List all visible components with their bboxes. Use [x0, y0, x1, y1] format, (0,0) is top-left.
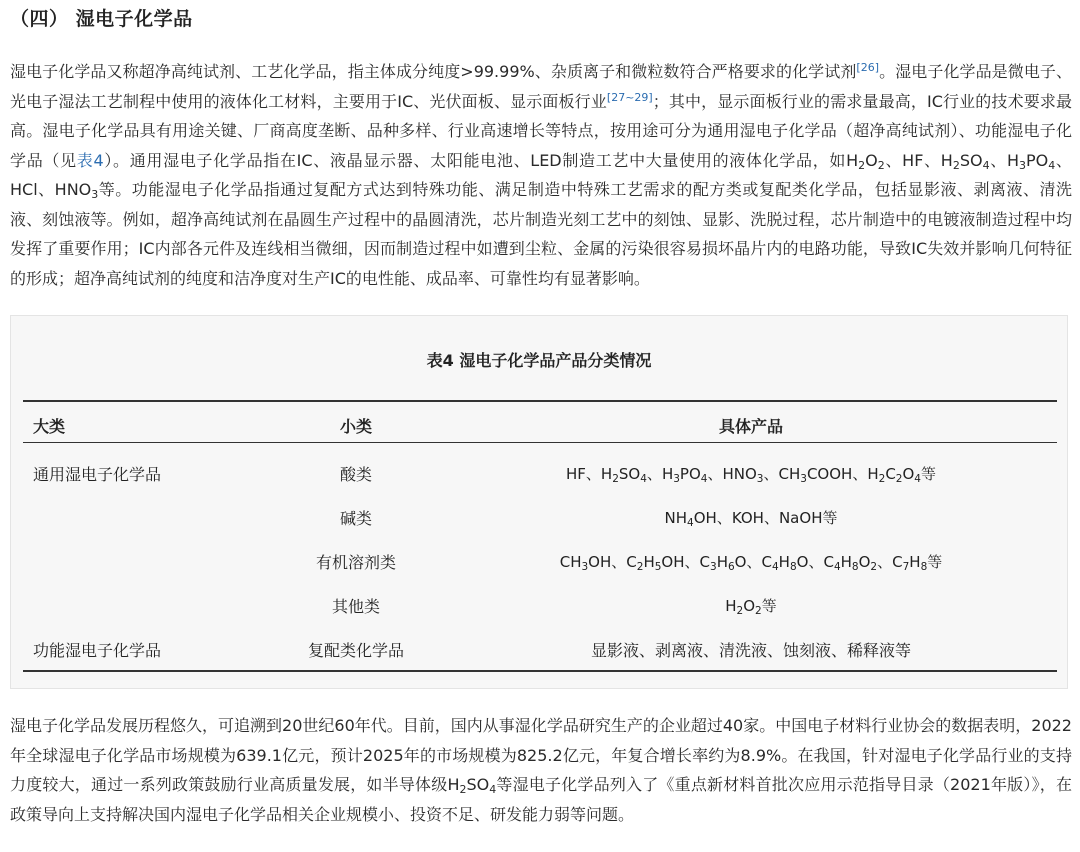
row1-minor: 酸类: [339, 465, 372, 484]
intro-paragraph: 湿电子化学品又称超净高纯试剂、工艺化学品，指主体成分纯度>99.99%、杂质离子和微粒数符合严格要求的化学试剂[26]。湿电子化学品是微电子、光电子湿法工艺制程中使用的液体化工材料，主要用于IC、光伏面板、显示面板行业[27~29]；其中，显示面板行业的需求量最高，IC行业的技术要求最高。湿电子化学品具有用途关键、厂商高度垄断、品种多样、行业高速增长等特点，按用途可分为通用湿电子化学品（超净高纯试剂）、功能湿电子化学品（见表4）。通用湿电子化学品指在IC、液晶显示器、太阳能电池、LED制造工艺中大量使用的液体化学品，如$H_2O_2$、HF、$H_2SO_4$、$H_3PO_4$、HCl、$HNO_3$等。功能湿电子化学品指通过复配方式达到特殊功能、满足制造中特殊工艺需求的配方类或复配类化学品，包括显影液、剥离液、清洗液、刻蚀液等。例如，超净高纯试剂在晶圆生产过程中的晶圆清洗，芯片制造光刻工艺中的刻蚀、显影、洗脱过程，芯片制造中的电镀液制造过程中均发挥了重要作用；IC内部各元件及连线相当微细，因而制造过程中如遭到尘粒、金属的污染很容易损坏晶片内的电路功能，导致IC失效并影响几何特征的形成；超净高纯试剂的纯度和洁净度对生产IC的电性能、成品率、可靠性均有显著影响。: [10, 61, 1072, 288]
formula-h2so4: $H_2SO_4$: [447, 775, 497, 796]
row1-major: 通用湿电子化学品: [33, 465, 162, 484]
row2-products: $NH_4OH$、KOH、NaOH等: [664, 509, 838, 529]
table-4-link[interactable]: 表4: [76, 150, 104, 170]
row4-products: $H_2O_2$等: [725, 597, 777, 617]
row5-major: 功能湿电子化学品: [33, 641, 162, 660]
row5-minor: 复配类化学品: [307, 641, 404, 660]
row5-products: 显影液、剥离液、清洗液、蚀刻液、稀释液等: [590, 641, 911, 660]
header-products: 具体产品: [718, 417, 783, 436]
table-header-rule: [23, 442, 1057, 443]
row3-minor: 有机溶剂类: [315, 553, 396, 572]
table-bottom-rule: [23, 670, 1057, 672]
row3-products: $CH_3OH$、$C_2H_5OH$、$C_3H_6O$、$C_4H_8O$、$C_4H_8O_2$、$C_7H_8$等: [559, 553, 943, 573]
header-minor: 小类: [339, 417, 372, 436]
table-top-rule: [23, 400, 1057, 402]
section-heading: （四） 湿电子化学品: [10, 8, 193, 30]
row1-products: HF、$H_2SO_4$、$H_3PO_4$、$HNO_3$、$CH_3COOH$、$H_2C_2O_4$等: [565, 465, 936, 485]
row4-minor: 其他类: [331, 597, 380, 616]
header-major: 大类: [33, 417, 66, 436]
citation-26[interactable]: [26]: [856, 61, 880, 74]
row2-minor: 碱类: [339, 509, 372, 528]
history-paragraph: 湿电子化学品发展历程悠久，可追溯到20世纪60年代。目前，国内从事湿化学品研究生产的企业超过40家。中国电子材料行业协会的数据表明，2022年全球湿电子化学品市场规模为639.1亿元，预计2025年的市场规模为825.2亿元，年复合增长率约为8.9%。在我国，针对湿电子化学品行业的支持力度较大，通过一系列政策鼓励行业高质量发展，如半导体级$H_2SO_4$等湿电子化学品列入了《重点新材料首批次应用示范指导目录（2021年版）》，在政策导向上支持解决国内湿电子化学品相关企业规模小、投资不足、研发能力弱等问题。: [10, 716, 1072, 824]
table-caption: 表4 湿电子化学品产品分类情况: [426, 351, 652, 370]
table-4-container: [10, 315, 1068, 689]
citation-27-29[interactable]: [27~29]: [606, 90, 653, 104]
formula-list: $H_2O_2$、HF、$H_2SO_4$、$H_3PO_4$、HCl、$HNO_3$: [10, 150, 1072, 201]
